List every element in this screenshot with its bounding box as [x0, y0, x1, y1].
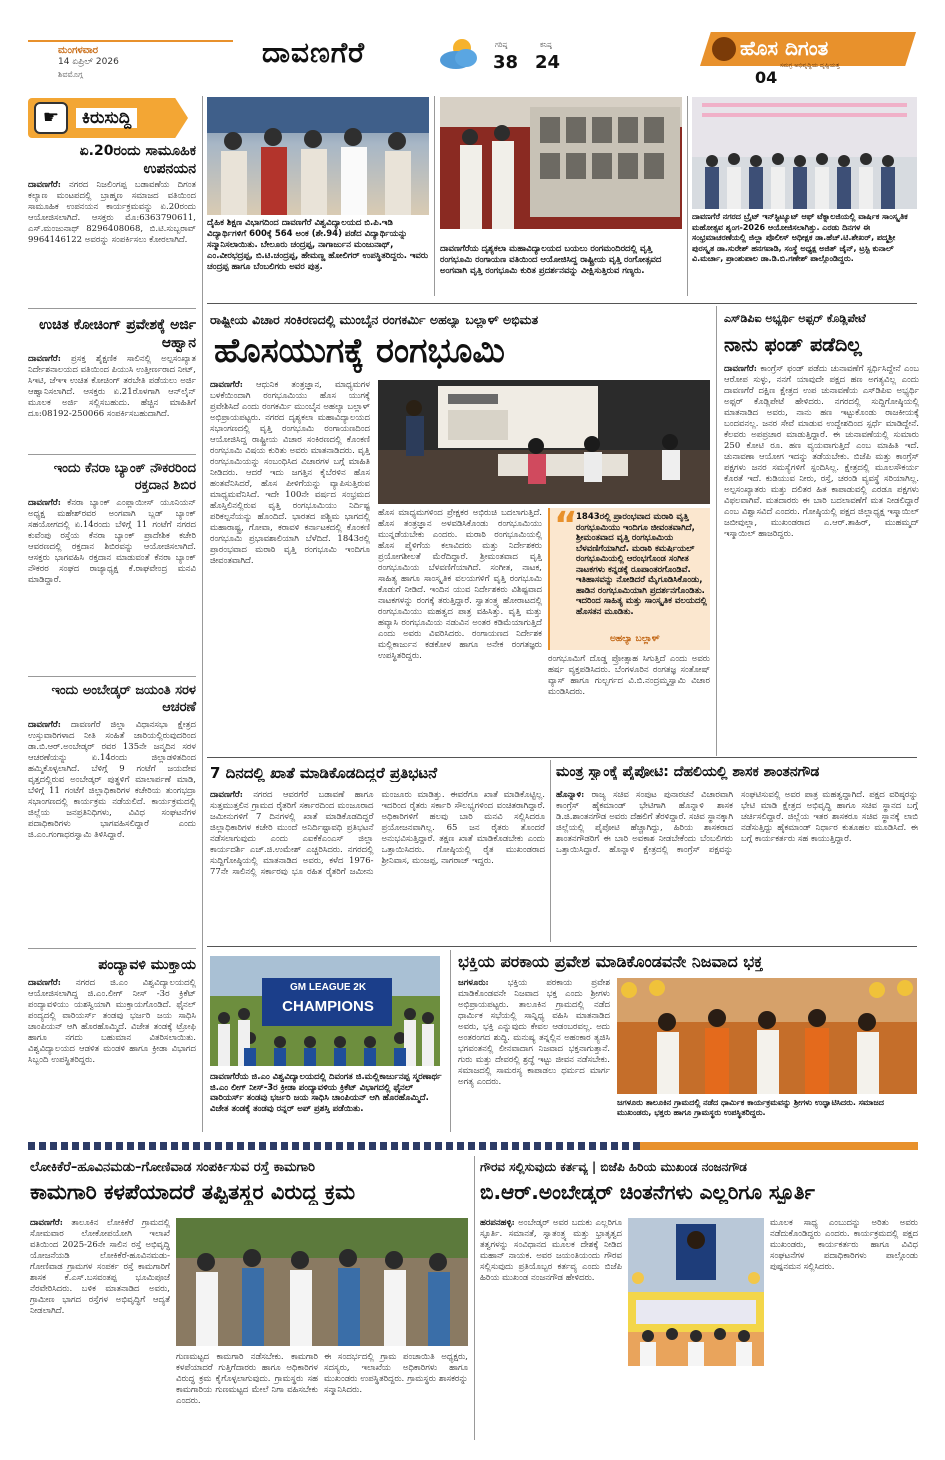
brief-body: ದಾವಣಗೆರೆ: ಕೆನರಾ ಬ್ಯಾಂಕ್ ಎಂಪ್ಲಾಯೀಸ್ ಯೂನಿಯನ್ ಅಧ್ಯಕ್ಷ ಮಹೇಶ್‌ರವರ ಅಂಗವಾಗಿ ಬ್ಲಡ್ ಬ್ಯಾಂಕ್ ಸಹಯೋಗದಲ್ಲಿ ಏ.14ರಂದು ಬೆಳಿಗ್ಗೆ 11 ಗಂಟೆಗೆ ನಗರದ ಕುವೆಂಪು ರಸ್ತೆಯ ಕೆನರಾ ಬ್ಯಾಂಕ್ ಪ್ರಾದೇಶಿಕ ಕಚೇರಿ ಆವರಣದಲ್ಲಿ ರಕ್ತದಾನ ಶಿಬಿರವನ್ನು ಆಯೋಜಿಸಲಾಗಿದೆ. ಆಸಕ್ತರು ಭಾಗವಹಿಸಿ ರಕ್ತದಾನ ಮಾಡುವಂತೆ ಕೆನರಾ ಬ್ಯಾಂಕ್ ನೌಕರರ ಸಂಘದ ರಾಜ್ಯಾಧ್ಯಕ್ಷ ಕೆ.ರಾಘವೇಂದ್ರ ಮನವಿ ಮಾಡಿದ್ದಾರೆ.: [28, 498, 196, 585]
brief-title: ಪಂದ್ಯಾವಳಿ ಮುಕ್ತಾಯ: [98, 957, 196, 973]
photo-seminar: [378, 380, 710, 504]
brief-title: ಇಂದು ಕೆನರಾ ಬ್ಯಾಂಕ್ ನೌಕರರಿಂದ ರಕ್ತದಾನ ಶಿಬಿರ: [53, 461, 196, 493]
max-temp-label: ಗರಿಷ್ಠ: [495, 41, 508, 49]
brief-body: ದಾವಣಗೆರೆ: ನಗರದ ಜಿ.ಎಂ ವಿಶ್ವವಿದ್ಯಾಲಯದಲ್ಲಿ ಆಯೋಜಿಸಲಾಗಿದ್ದ ಜಿ.ಎಂ.ಲೀಗ್ ನೀಸ್ -3ರ ಕ್ರಿಕೆಟ್ ಪಂದ್ಯಾವಳಿಯು ಯಶಸ್ವಿಯಾಗಿ ಮುಕ್ತಾಯಗೊಂಡಿದೆ. ಫೈನಲ್ ಪಂದ್ಯದಲ್ಲಿ ವಾರಿಯರ್ಸ್ ತಂಡವು ಭರ್ಜರಿ ಜಯ ಸಾಧಿಸಿ ಚಾಂಪಿಯನ್ ಆಗಿ ಹೊರಹೊಮ್ಮಿದೆ. ವಿಜೇತ ತಂಡಕ್ಕೆ ಟ್ರೋಫಿ ಹಾಗೂ ನಗದು ಬಹುಮಾನ ವಿತರಿಸಲಾಯಿತು. ವಿಶ್ವವಿದ್ಯಾಲಯದ ಆಡಳಿತ ಮಂಡಳಿ ಹಾಗೂ ಕ್ರೀಡಾ ವಿಭಾಗದ ಸಿಬ್ಬಂದಿ ಉಪಸ್ಥಿತರಿದ್ದರು.: [28, 978, 196, 1065]
quote-text: 1843ರಲ್ಲಿ ಪ್ರಾರಂಭವಾದ ಮರಾಠಿ ವೃತ್ತಿ ರಂಗಭೂಮಿಯು ಇಂದಿಗೂ ಜೀವಂತವಾಗಿದೆ, ಶ್ರೀಮಂತವಾದ ವೃತ್ತಿ ರಂಗಭೂಮಿಯ ಬೆಳವಣಿಗೆಯಾಗಿದೆ. ಮರಾಠಿ ಕಮರ್ಷಿಯಲ್ ರಂಗಭೂಮಿಯಲ್ಲಿ ಆರಂಭಗೊಂಡ ಸಂಗೀತ ನಾಟಕಗಳು ಕನ್ನಡಕ್ಕೆ ರೂಪಾಂತರಗೊಂಡಿವೆ. ಇತಿಹಾಸವನ್ನು ನೋಡಿದರೆ ಮೈಗೂಡಿಸಿಕೊಂಡು, ಹಾಡಿನ ರಂಗಭೂಮಿಯಾಗಿ ಪ್ರದರ್ಶನಗೊಂಡಿತು. ಇದರಿಂದ ಸಾಹಿತ್ಯ ಮತ್ತು ಸಾಂಸ್ಕೃತಿಕ ವಲಯದಲ್ಲಿ ಹೊಸತನ ಮೂಡಿತು.: [576, 512, 707, 617]
right-kicker: ಎಸ್‌ಡಿಪಿಐ ಅಭ್ಯರ್ಥಿ ಅಫ್ಸರ್ ಕೊಡ್ಲಿಪೇಟೆ: [724, 312, 866, 325]
brief-body: ದಾವಣಗೆರೆ: ಪ್ರಸಕ್ತ ಶೈಕ್ಷಣಿಕ ಸಾಲಿನಲ್ಲಿ ಅಲ್ಪಸಂಖ್ಯಾತ ನಿರ್ದೇಶನಾಲಯದ ವತಿಯಿಂದ ಪಿಯುಸಿ ಉತ್ತೀರ್ಣರಾದ ನೀಟ್, ಸಿಇಟಿ, ಜೆಇಇ ಉಚಿತ ಕೋಚಿಂಗ್ ತರಬೇತಿ ಪಡೆಯಲು ಅರ್ಜಿ ಆಹ್ವಾನಿಸಲಾಗಿದೆ. ಆಸಕ್ತರು ಏ.21ರೊಳಗಾಗಿ ಆನ್‌ಲೈನ್ ಮೂಲಕ ಅರ್ಜಿ ಸಲ್ಲಿಸಬಹುದು. ಹೆಚ್ಚಿನ ಮಾಹಿತಿಗೆ ದೂ:08192-250066 ಸಂಪರ್ಕಿಸಬಹುದಾಗಿದೆ.: [28, 354, 196, 419]
cricket-champions-text: CHAMPIONS: [282, 998, 374, 1015]
city-title: ದಾವಣಗೆರೆ: [262, 36, 366, 69]
brief-body: ದಾವಣಗೆರೆ: ನಗರದ ನಿಜಲಿಂಗಪ್ಪ ಬಡಾವಣೆಯ ದಿಗಂತ ಕಲ್ಯಾಣ ಮಂಟಪದಲ್ಲಿ ಬ್ರಾಹ್ಮಣ ಸಮಾಜದ ವತಿಯಿಂದ ಸಾಮೂಹಿಕ ಉಪನಯನ ಕಾರ್ಯಕ್ರಮವನ್ನು ಏ.20ರಂದು ಆಯೋಜಿಸಲಾಗಿದೆ. ಆಸಕ್ತರು ಮೊ:6363790611, ಎಸ್.ಮಂಜುನಾಥ್ 8296408068, ಬಿ.ಟಿ.ಸುಬ್ಬರಾವ್ 9964146122 ಅವರನ್ನು ಸಂಪರ್ಕಿಸಲು ಕೋರಲಾಗಿದೆ.: [28, 180, 196, 245]
lead-col2: ಹೊಸ ಮಾಧ್ಯಮಗಳಿಂದ ಪ್ರೇಕ್ಷಕರ ಅಭಿರುಚಿ ಬದಲಾಗುತ್ತಿದೆ. ಹೊಸ ತಂತ್ರಜ್ಞಾನ ಅಳವಡಿಸಿಕೊಂಡು ರಂಗಭೂಮಿಯು ಮುನ್ನಡೆಯಬೇಕು ಎಂದರು. ಮರಾಠಿ ರಂಗಭೂಮಿಯಲ್ಲಿ ಹೊಸ ಪೈಳಿಗೆಯ ಕಲಾವಿದರು ಮತ್ತು ನಿರ್ದೇಶಕರು ಪ್ರಯೋಗಶೀಲತೆ ಮೆರೆದಿದ್ದಾರೆ. ಶ್ರೀಮಂತವಾದ ವೃತ್ತಿ ರಂಗಭೂಮಿಯ ಬೆಳವಣಿಗೆಯಾಗಿದೆ. ಸಂಗೀತ, ನಾಟಕ, ಸಾಹಿತ್ಯ ಹಾಗೂ ಸಾಂಸ್ಕೃತಿಕ ವಲಯಗಳಿಗೆ ವೃತ್ತಿ ರಂಗಭೂಮಿ ಕೊಡುಗೆ ನೀಡಿದೆ. ಇಂದಿನ ಯುವ ನಿರ್ದೇಶಕರು ವಿಶಿಷ್ಟವಾದ ನಾಟಕಗಳನ್ನು ರಂಗಕ್ಕೆ ತರುತ್ತಿದ್ದಾರೆ. ಸ್ವಾತಂತ್ರ್ಯ ಹೋರಾಟದಲ್ಲಿ ರಂಗಭೂಮಿಯು ಮಹತ್ವದ ಪಾತ್ರ ವಹಿಸಿತ್ತು. ವೃತ್ತಿ ಮತ್ತು ಹವ್ಯಾಸಿ ರಂಗಭೂಮಿಯ ನಡುವಿನ ಅಂತರ ಕಡಿಮೆಯಾಗುತ್ತಿದೆ ಎಂದು ಅವರು ವಿವರಿಸಿದರು. ರಂಗಾಯಣದ ನಿರ್ದೇಶಕ ಮಲ್ಲಿಕಾರ್ಜುನ ಕಡಕೋಳ ಹಾಗೂ ಅನೇಕ ರಂಗತಜ್ಞರು ಉಪಸ್ಥಿತರಿದ್ದರು.: [378, 508, 542, 661]
bhakti-body: ಜಗಳೂರು: ಭಕ್ತಿಯ ಪರಕಾಯ ಪ್ರವೇಶ ಮಾಡಿಕೊಂಡವನೇ ನಿಜವಾದ ಭಕ್ತ ಎಂದು ಶ್ರೀಗಳು ಅಭಿಪ್ರಾಯಪಟ್ಟರು. ತಾಲೂಕಿನ ಗ್ರಾಮದಲ್ಲಿ ನಡೆದ ಧಾರ್ಮಿಕ ಸಭೆಯಲ್ಲಿ ಸಾನ್ನಿಧ್ಯ ವಹಿಸಿ ಮಾತನಾಡಿದ ಅವರು, ಭಕ್ತಿ ಎನ್ನುವುದು ಕೇವಲ ಆಡಂಬರವಲ್ಲ. ಅದು ಅಂತರಂಗದ ಶುದ್ಧಿ. ಮನುಷ್ಯ ತನ್ನಲ್ಲಿನ ಅಹಂಕಾರ ತ್ಯಜಿಸಿ ಭಗವಂತನಲ್ಲಿ ಲೀನವಾದಾಗ ನಿಜವಾದ ಭಕ್ತನಾಗುತ್ತಾನೆ. ಗುರು ಮತ್ತು ದೇವರಲ್ಲಿ ಶ್ರದ್ಧೆ ಇಟ್ಟು ಜೀವನ ನಡೆಸಬೇಕು. ಸಮಾಜದಲ್ಲಿ ಸಾಮರಸ್ಯ ಕಾಪಾಡಲು ಧರ್ಮದ ಮಾರ್ಗ ಅಗತ್ಯ ಎಂದರು.: [458, 978, 610, 1087]
weather-icon: [436, 36, 484, 72]
right-headline: ನಾನು ಫಂಡ್ ಪಡೆದಿಲ್ಲ: [724, 334, 862, 356]
brief-title: ಇಂದು ಅಂಬೇಡ್ಕರ್ ಜಯಂತಿ ಸರಳ ಆಚರಣೆ: [51, 683, 196, 715]
cricket-banner-text: GM LEAGUE 2K: [289, 982, 367, 993]
mid-right-body: ಹೊನ್ನಾಳಿ: ರಾಜ್ಯ ಸಚಿವ ಸಂಪುಟ ಪುನಾರಚನೆ ವಿಚಾರವಾಗಿ ಕಾಂಗ್ರೆಸ್ ಹೈಕಮಾಂಡ್ ಭೇಟಿಗಾಗಿ ಹೊನ್ನಾಳಿ ಶಾಸಕ ಡಿ.ಜಿ.ಶಾಂತನಗೌಡ ಅವರು ದೆಹಲಿಗೆ ತೆರಳಿದ್ದಾರೆ. ಸಚಿವ ಸ್ಥಾನಕ್ಕಾಗಿ ಜಿಲ್ಲೆಯಲ್ಲಿ ಪೈಪೋಟಿ ಹೆಚ್ಚಾಗಿದ್ದು, ಹಿರಿಯ ಶಾಸಕರಾದ ಶಾಂತನಗೌಡರಿಗೆ ಈ ಬಾರಿ ಅವಕಾಶ ನೀಡಬೇಕೆಂದು ಬೆಂಬಲಿಗರು ಒತ್ತಾಯಿಸಿದ್ದಾರೆ. ಹೊನ್ನಾಳಿ ಕ್ಷೇತ್ರದಲ್ಲಿ ಕಾಂಗ್ರೆಸ್ ಪಕ್ಷವನ್ನು ಸಂಘಟಿಸುವಲ್ಲಿ ಅವರ ಪಾತ್ರ ಮಹತ್ವದ್ದಾಗಿದೆ. ಪಕ್ಷದ ವರಿಷ್ಠರನ್ನು ಭೇಟಿ ಮಾಡಿ ಕ್ಷೇತ್ರದ ಅಭಿವೃದ್ಧಿ ಹಾಗೂ ಸಚಿವ ಸ್ಥಾನದ ಬಗ್ಗೆ ಚರ್ಚಿಸಲಿದ್ದಾರೆ. ಜಿಲ್ಲೆಯ ಇತರ ಶಾಸಕರೂ ಸಚಿವ ಸ್ಥಾನಕ್ಕೆ ಲಾಬಿ ನಡೆಸುತ್ತಿದ್ದು ಹೈಕಮಾಂಡ್ ನಿರ್ಧಾರ ಕುತೂಹಲ ಮೂಡಿಸಿದೆ. ಈ ಬಗ್ಗೆ ಕಾರ್ಯಕರ್ತರು ಸಹ ಕಾಯುತ್ತಿದ್ದಾರೆ.: [556, 790, 918, 855]
photo-exhibition: [440, 97, 682, 229]
right-body: ದಾವಣಗೆರೆ: ಕಾಂಗ್ರೆಸ್ ಫಂಡ್ ಪಡೆದು ಚುನಾವಣೆಗೆ ಸ್ಪರ್ಧಿಸಿದ್ದೇನೆ ಎಂಬ ಆರೋಪ ಸುಳ್ಳು, ನನಗೆ ಯಾವುದೇ ಪಕ್ಷದ ಹಣ ಅಗತ್ಯವಿಲ್ಲ ಎಂದು ದಾವಣಗೆರೆ ದಕ್ಷಿಣ ಕ್ಷೇತ್ರದ ಉಪ ಚುನಾವಣೆಯ ಎಸ್‌ಡಿಪಿಐ ಅಭ್ಯರ್ಥಿ ಅಫ್ಸರ್ ಕೊಡ್ಲಿಪೇಟೆ ಹೇಳಿದರು. ನಗರದಲ್ಲಿ ಸುದ್ದಿಗೋಷ್ಠಿಯಲ್ಲಿ ಮಾತನಾಡಿದ ಅವರು, ನಾನು ಹಣ ಇಟ್ಟುಕೊಂಡು ರಾಜಕೀಯಕ್ಕೆ ಬಂದವನಲ್ಲ. ಜನರ ಸೇವೆ ಮಾಡುವ ಉದ್ದೇಶದಿಂದ ಸ್ಪರ್ಧೆ ಮಾಡಿದ್ದೇನೆ. ಕೆಲವರು ಅಪಪ್ರಚಾರ ಮಾಡುತ್ತಿದ್ದಾರೆ. ಈ ಚುನಾವಣೆಯಲ್ಲಿ ಸುಮಾರು 250 ಕೋಟಿ ರೂ. ಹಣ ವ್ಯಯವಾಗುತ್ತಿದೆ ಎಂಬ ಮಾಹಿತಿ ಇದೆ. ಚುನಾವಣಾ ಆಯೋಗ ಇದನ್ನು ತಡೆಯಬೇಕು. ಬಿಜೆಪಿ ಮತ್ತು ಕಾಂಗ್ರೆಸ್ ಪಕ್ಷಗಳು ಜನರ ಸಮಸ್ಯೆಗಳಿಗೆ ಸ್ಪಂದಿಸಿಲ್ಲ. ಕ್ಷೇತ್ರದಲ್ಲಿ ಮೂಲಸೌಕರ್ಯ ಕೊರತೆ ಇದೆ. ಕುಡಿಯುವ ನೀರು, ರಸ್ತೆ, ಚರಂಡಿ ವ್ಯವಸ್ಥೆ ಸರಿಯಾಗಿಲ್ಲ. ಅಲ್ಪಸಂಖ್ಯಾತರು ಮತ್ತು ದಲಿತರ ಹಿತ ಕಾಪಾಡುವಲ್ಲಿ ಎರಡೂ ಪಕ್ಷಗಳು ವಿಫಲವಾಗಿವೆ. ಮತದಾರರು ಈ ಬಾರಿ ಬದಲಾವಣೆಗೆ ಮತ ನೀಡಲಿದ್ದಾರೆ ಎಂಬ ವಿಶ್ವಾಸವಿದೆ ಎಂದರು. ಗೋಷ್ಠಿಯಲ್ಲಿ ಪಕ್ಷದ ಜಿಲ್ಲಾಧ್ಯಕ್ಷ ಇಸ್ಮಾಯಿಲ್ ಜಬೀವುಲ್ಲಾ, ಮುಖಂಡರಾದ ಎ.ಆರ್.ತಾಹಿರ್, ಮುಹಮ್ಮದ್ ಇಸ್ಮಾಯಿಲ್ ಹಾಜರಿದ್ದರು.: [724, 364, 919, 539]
mid-left-headline: 7 ದಿನದಲ್ಲಿ ಖಾತೆ ಮಾಡಿಕೊಡದಿದ್ದರೆ ಪ್ರತಿಭಟನೆ: [210, 764, 438, 782]
bottom-left-col2: ಗುಣಮಟ್ಟದ ಕಾಮಗಾರಿ ನಡೆಸಬೇಕು. ಕಾಮಗಾರಿ ಕಳಪೆಯಾದರೆ ಗುತ್ತಿಗೆದಾರರು ಹಾಗೂ ಅಧಿಕಾರಿಗಳ ವಿರುದ್ಧ ಕ್ರಮ ಕೈಗೊಳ್ಳಲಾಗುವುದು. ಗ್ರಾಮಸ್ಥರು ಸಹ ಕಾಮಗಾರಿಯ ಗುಣಮಟ್ಟದ ಮೇಲೆ ನಿಗಾ ವಹಿಸಬೇಕು ಎಂದರು.: [176, 1352, 318, 1406]
bottom-left-col3: ಈ ಸಂದರ್ಭದಲ್ಲಿ ಗ್ರಾಮ ಪಂಚಾಯಿತಿ ಅಧ್ಯಕ್ಷರು, ಸದಸ್ಯರು, ಇಲಾಖೆಯ ಅಧಿಕಾರಿಗಳು ಹಾಗೂ ಮುಖಂಡರು ಉಪಸ್ಥಿತರಿದ್ದರು. ಗ್ರಾಮಸ್ಥರು ಶಾಸಕರನ್ನು ಸನ್ಮಾನಿಸಿದರು.: [324, 1352, 468, 1395]
mid-right-headline: ಮಂತ್ರ ಸ್ವಾಂಕ್ಕೆ ಪೈಪೋಟಿ: ದೆಹಲಿಯಲ್ಲಿ ಶಾಸಕ ಶಾಂತನಗೌಡ: [556, 764, 820, 780]
bottom-right-col1: ಹರಪನಹಳ್ಳಿ: ಅಂಬೇಡ್ಕರ್ ಅವರ ಬದುಕು ಎಲ್ಲರಿಗೂ ಸ್ಫೂರ್ತಿ. ಸಮಾನತೆ, ಸ್ವಾತಂತ್ರ್ಯ ಮತ್ತು ಭ್ರಾತೃತ್ವದ ತತ್ವಗಳನ್ನು ಸಂವಿಧಾನದ ಮೂಲಕ ದೇಶಕ್ಕೆ ನೀಡಿದ ಮಹಾನ್ ನಾಯಕ. ಅವರ ಜಯಂತಿಯಂದು ಗೌರವ ಸಲ್ಲಿಸುವುದು ಪ್ರತಿಯೊಬ್ಬರ ಕರ್ತವ್ಯ ಎಂದು ಬಿಜೆಪಿ ಹಿರಿಯ ಮುಖಂಡ ನಂಜನಗೌಡ ಹೇಳಿದರು.: [480, 1218, 622, 1283]
photo-cricket: [210, 956, 440, 1066]
brief-section-title: ಕಿರುಸುದ್ದಿ: [76, 108, 137, 128]
masthead: [0, 0, 945, 92]
photo-felicitation: [207, 97, 429, 215]
photo-college-fest: [692, 97, 917, 209]
min-temp: 24: [535, 52, 561, 73]
bottom-right-headline: ಬಿ.ಆರ್.ಅಂಬೇಡ್ಕರ್ ಚಿಂತನೆಗಳು ಎಲ್ಲರಿಗೂ ಸ್ಫೂರ್ತಿ: [480, 1180, 815, 1204]
brief-title: ಉಚಿತ ಕೋಚಿಂಗ್ ಪ್ರವೇಶಕ್ಕೆ ಅರ್ಜಿ ಆಹ್ವಾನ: [39, 317, 196, 351]
photo-caption: ದಾವಣಗೆರೆಯ ದೃಶ್ಯಕಲಾ ಮಹಾವಿದ್ಯಾಲಯದ ಬಯಲು ರಂಗಮಂದಿರದಲ್ಲಿ ವೃತ್ತಿ ರಂಗಭೂಮಿ ರಂಗಾಯಣ ವತಿಯಿಂದ ಆಯೋಜಿಸಿದ್ದ ರಾಷ್ಟ್ರೀಯ ವೃತ್ತಿ ರಂಗೋತ್ಸವದ ಅಂಗವಾಗಿ ವೃತ್ತಿ ರಂಗಭೂಮಿ ಕುರಿತ ಪ್ರದರ್ಶನವನ್ನು ವೀಕ್ಷಿಸುತ್ತಿರುವ ಗಣ್ಯರು.: [440, 244, 662, 276]
lead-col1: ದಾವಣಗೆರೆ: ಆಧುನಿಕ ತಂತ್ರಜ್ಞಾನ, ಮಾಧ್ಯಮಗಳ ಬಳಕೆಯಿಂದಾಗಿ ರಂಗಭೂಮಿಯು ಹೊಸ ಯುಗಕ್ಕೆ ಪ್ರವೇಶಿಸಿದೆ ಎಂದು ರಂಗಕರ್ಮಿ ಮುಂಬೈನ ಅಹಲ್ಯಾ ಬಲ್ಲಾಳ್ ಅಭಿಪ್ರಾಯಪಟ್ಟರು. ನಗರದ ದೃಶ್ಯಕಲಾ ಮಹಾವಿದ್ಯಾಲಯದ ಸಭಾಂಗಣದಲ್ಲಿ ವೃತ್ತಿ ರಂಗಭೂಮಿ ರಂಗಾಯಣದಿಂದ ಆಯೋಜಿಸಿದ್ದ ರಾಷ್ಟ್ರೀಯ ವಿಚಾರ ಸಂಕಿರಣದಲ್ಲಿ ಕೊಂಕಣಿ ರಂಗಭೂಮಿ ವಿಷಯ ಕುರಿತು ಅವರು ಮಾತನಾಡಿದರು. ವೃತ್ತಿ ರಂಗಭೂಮಿಯನ್ನು ಸಂಬಂಧಿಸಿದ ವಿಚಾರಗಳ ಬಗ್ಗೆ ಮಾಹಿತಿ ನೀಡಿದರು. ಆದರೆ ಇದು ಜಗತ್ತಿನ ಕೈಬೆರಳಿನ ಹೊಸ ಹಂತವೆನಿಸಿದರೆ, ಹೊಸ ಪೀಳಿಗೆಯನ್ನು ವ್ಯಾಪಿಸುತ್ತಿರುವ ಮಾಧ್ಯಮವೆನಿಸಿದೆ. ಇದೇ 100ನೇ ವರ್ಷದ ಸಂಭ್ರಮದ ಹೊಸ್ತಿಲಿನಲ್ಲಿರುವ ವೃತ್ತಿ ರಂಗಭೂಮಿಯು ನಿರ್ದಿಷ್ಟ ಪರಿಕಲ್ಪನೆಯನ್ನು ಹೊಂದಿದೆ. ಭಾರತದ ಪಶ್ಚಿಮ ಭಾಗದಲ್ಲಿ ಮಹಾರಾಷ್ಟ್ರ, ಗೋವಾ, ಕರಾವಳಿ ಕರ್ನಾಟಕದಲ್ಲಿ ಕೊಂಕಣಿ ರಂಗಭೂಮಿ ಪ್ರಭಾವಶಾಲಿಯಾಗಿ ಬೆಳೆದಿದೆ. 1843ರಲ್ಲಿ ಪ್ರಾರಂಭವಾದ ಮರಾಠಿ ವೃತ್ತಿ ರಂಗಭೂಮಿ ಇಂದಿಗೂ ಜೀವಂತವಾಗಿದೆ.: [210, 380, 370, 566]
photo-road-work: [176, 1218, 468, 1346]
photo-caption: ದಾವಣಗೆರೆ ನಗರದ ಬ್ರೈಟ್ ಇನ್‌ಸ್ಟಿಟ್ಯೂಟ್ ಆಫ್ ಟೆಕ್ನಾಲಜಿಯಲ್ಲಿ ವಾರ್ಷಿಕ ಸಾಂಸ್ಕೃತಿಕ ಮಹೋತ್ಸವ ಶೃಂಗ-2026 ಆಯೋಜಿಸಲಾಗಿತ್ತು. ಎರಡು ದಿನಗಳ ಈ ಸಂಭ್ರಮಾಚರಣೆಯಲ್ಲಿ ಜಿಲ್ಲಾ ಪೊಲೀಸ್ ಅಧೀಕ್ಷಕ ಡಾ.ಹೆಚ್.ಟಿ.ಶೇಖರ್, ಪದ್ಮಶ್ರೀ ಪುರಸ್ಕೃತ ಡಾ.ಸುರೇಶ್ ಹನಗವಾಡಿ, ಸಂಸ್ಥೆ ಅಧ್ಯಕ್ಷ ಅಜಿತ್ ಜೈನ್, ಟ್ರಸ್ಟಿ ಕುನಾಲ್ ವಿ.ಮರ್ಚಾ, ಪ್ರಾಂಶುಪಾಲ ಡಾ.ಡಿ.ಬಿ.ಗಣೇಶ್ ಪಾಲ್ಗೊಂಡಿದ್ದರು.: [692, 212, 908, 263]
cricket-caption: ದಾವಣಗೆರೆಯ ಜಿ.ಎಂ ವಿಶ್ವವಿದ್ಯಾಲಯದಲ್ಲಿ ದಿವಂಗತ ಜಿ.ಮಲ್ಲಿಕಾರ್ಜುನಪ್ಪ ಸ್ಮರಣಾರ್ಥ ಜಿ.ಎಂ ಲೀಗ್ ನೀಸ್-3ರ ಕ್ರೀಡಾ ಪಂದ್ಯಾವಳಿಯ ಕ್ರಿಕೆಟ್ ವಿಭಾಗದಲ್ಲಿ ಫೈನಲ್ ವಾರಿಯರ್ಸ್ ತಂಡವು ಭರ್ಜರಿ ಜಯ ಸಾಧಿಸಿ ಚಾಂಪಿಯನ್ ಆಗಿ ಹೊರಹೊಮ್ಮಿದೆ. ವಿಜೇತ ತಂಡಕ್ಕೆ ತಂಡವು ರನ್ನರ್ ಅಪ್ ಪ್ರಶಸ್ತಿ ಪಡೆಯಿತು.: [210, 1072, 442, 1114]
day: ಮಂಗಳವಾರ: [58, 45, 99, 56]
photo-caption: ದೈಹಿಕ ಶಿಕ್ಷಣ ವಿಭಾಗದಿಂದ ದಾವಣಗೆರೆ ವಿಶ್ವವಿದ್ಯಾಲಯದ ಬಿ.ಪಿ.ಇಡಿ ವಿದ್ಯಾರ್ಥಿಗಳಿಗೆ 600ಕ್ಕೆ 564 ಅಂಕ (ಶೇ.94) ಪಡೆದ ವಿದ್ಯಾರ್ಥಿಯನ್ನು ಸನ್ಮಾನಿಸಲಾಯಿತು. ಬೇಲೂರು ಚಂದ್ರಪ್ಪ, ನಾಗಾರ್ಜುನ ಮಂಜುನಾಥ್, ಎಂ.ವೀರಭದ್ರಪ್ಪ, ಬಿ.ಟಿ.ಚಂದ್ರಪ್ಪ, ಹೇಮಣ್ಣ ಹೋಲಿಗರ್ ಉಪಸ್ಥಿತರಿದ್ದರು. ಇವರು ಚಂದ್ರಪ್ಪ ಹಾಗೂ ಬೆಂಬಲಿಗರು ಅವರ ಪುತ್ರ.: [207, 218, 429, 272]
quote-author: ಅಹಲ್ಯಾ ಬಲ್ಲಾಳ್: [610, 634, 660, 644]
bhakti-headline: ಭಕ್ತಿಯ ಪರಕಾಯ ಪ್ರವೇಶ ಮಾಡಿಕೊಂಡವನೇ ನಿಜವಾದ ಭಕ್ತ: [458, 952, 763, 971]
max-temp: 38: [493, 52, 519, 73]
supplement-tagline: ಸಮಗ್ರ ಅಭಿವೃದ್ಧಿಯ ದೃಷ್ಟಿಯತ್ತ: [780, 62, 840, 69]
min-temp-label: ಕನಿಷ್ಠ: [540, 41, 552, 49]
photo-ambedkar-tribute: [628, 1218, 764, 1366]
bottom-right-col2: ಮೂಲಕ ಸಾಧ್ಯ ಎಂಬುದನ್ನು ಅರಿತು ಅವರು ನಡೆದುಕೊಂಡಿದ್ದರು ಎಂದರು. ಕಾರ್ಯಕ್ರಮದಲ್ಲಿ ಪಕ್ಷದ ಮುಖಂಡರು, ಕಾರ್ಯಕರ್ತರು ಹಾಗೂ ವಿವಿಧ ಸಂಘಟನೆಗಳ ಪದಾಧಿಕಾರಿಗಳು ಪಾಲ್ಗೊಂಡು ಪುಷ್ಪನಮನ ಸಲ್ಲಿಸಿದರು.: [770, 1218, 918, 1272]
mid-left-body: ದಾವಣಗೆರೆ: ನಗರದ ಆವರಗೆರೆ ಬಡಾವಣೆ ಹಾಗೂ ಸುತ್ತಮುತ್ತಲಿನ ಗ್ರಾಮದ ರೈತರಿಗೆ ಸರ್ಕಾರದಿಂದ ಮಂಜೂರಾದ ಜಮೀನುಗಳಿಗೆ 7 ದಿನಗಳಲ್ಲಿ ಖಾತೆ ಮಾಡಿಕೊಡದಿದ್ದರೆ ಜಿಲ್ಲಾಧಿಕಾರಿಗಳ ಕಚೇರಿ ಮುಂದೆ ಅನಿರ್ದಿಷ್ಟಾವಧಿ ಪ್ರತಿಭಟನೆ ನಡೆಸಲಾಗುವುದು ಎಂದು ಎಐಕೆಕೆಎಂಎಸ್ ಜಿಲ್ಲಾ ಕಾರ್ಯದರ್ಶಿ ಎಚ್.ಜಿ.ಉಮೇಶ್ ಎಚ್ಚರಿಸಿದರು. ನಗರದಲ್ಲಿ ಸುದ್ದಿಗೋಷ್ಠಿಯಲ್ಲಿ ಮಾತನಾಡಿದ ಅವರು, ಕಳೆದ 1976-77ನೇ ಸಾಲಿನಲ್ಲಿ ಸರ್ಕಾರವು ಭೂ ರಹಿತ ರೈತರಿಗೆ ಜಮೀನು ಮಂಜೂರು ಮಾಡಿತ್ತು. ಈವರೆಗೂ ಖಾತೆ ಮಾಡಿಕೊಟ್ಟಿಲ್ಲ. ಇದರಿಂದ ರೈತರು ಸರ್ಕಾರಿ ಸೌಲಭ್ಯಗಳಿಂದ ವಂಚಿತರಾಗಿದ್ದಾರೆ. ಅಧಿಕಾರಿಗಳಿಗೆ ಹಲವು ಬಾರಿ ಮನವಿ ಸಲ್ಲಿಸಿದರೂ ಪ್ರಯೋಜನವಾಗಿಲ್ಲ. 65 ಜನ ರೈತರು ತೊಂದರೆ ಅನುಭವಿಸುತ್ತಿದ್ದಾರೆ. ತಕ್ಷಣ ಖಾತೆ ಮಾಡಿಕೊಡಬೇಕು ಎಂದು ಒತ್ತಾಯಿಸಿದರು. ಗೋಷ್ಠಿಯಲ್ಲಿ ರೈತ ಮುಖಂಡರಾದ ಶ್ರೀನಿವಾಸ, ಮಂಜಪ್ಪ, ನಾಗರಾಜ್ ಇದ್ದರು.: [210, 790, 545, 877]
brief-title: ಏ.20ರಂದು ಸಾಮೂಹಿಕ ಉಪನಯನ: [79, 143, 196, 177]
brief-body: ದಾವಣಗೆರೆ: ದಾವಣಗೆರೆ ಜಿಲ್ಲಾ ವಿಧಾನಸಭಾ ಕ್ಷೇತ್ರದ ಉಸ್ತುವಾರಿಗಳಾದ ನೀತಿ ಸಂಹಿತೆ ಜಾರಿಯಲ್ಲಿರುವುದರಿಂದ ಡಾ.ಬಿ.ಆರ್.ಅಂಬೇಡ್ಕರ್ ರವರ 135ನೇ ಜನ್ಮದಿನ ಸರಳ ಆಚರಣೆಯನ್ನು ಏ.14ರಂದು ಜಿಲ್ಲಾಡಳಿತದಿಂದ ಹಮ್ಮಿಕೊಳ್ಳಲಾಗಿದೆ. ಬೆಳಿಗ್ಗೆ 9 ಗಂಟೆಗೆ ಜಯದೇವ ವೃತ್ತದಲ್ಲಿರುವ ಅಂಬೇಡ್ಕರ್ ಪುತ್ಥಳಿಗೆ ಮಾಲಾರ್ಪಣೆ ಮಾಡಿ, ಬೆಳಿಗ್ಗೆ 11 ಗಂಟೆಗೆ ಜಿಲ್ಲಾಧಿಕಾರಿಗಳ ಕಚೇರಿಯ ತುಂಗಭದ್ರಾ ಸಭಾಂಗಣದಲ್ಲಿ ಕಾರ್ಯಕ್ರಮ ನಡೆಯಲಿದೆ. ಕಾರ್ಯಕ್ರಮದಲ್ಲಿ ಜಿಲ್ಲೆಯ ಜನಪ್ರತಿನಿಧಿಗಳು, ವಿವಿಧ ಸಂಘಟನೆಗಳ ಪದಾಧಿಕಾರಿಗಳು ಭಾಗವಹಿಸಲಿದ್ದಾರೆ ಎಂದು ಜಿ.ಎಂ.ಗಂಗಾಧರಸ್ವಾಮಿ ತಿಳಿಸಿದ್ದಾರೆ.: [28, 720, 196, 840]
quote-mark-icon: “: [554, 505, 578, 546]
sun-logo-icon: [712, 37, 736, 61]
quote-box: [548, 505, 710, 650]
brief-section: [28, 98, 198, 1065]
bottom-left-kicker: ಲೋಕಿಕೆರೆ–ಹೂವಿನಮಡು–ಗೋಣಿವಾಡ ಸಂಪರ್ಕಿಸುವ ರಸ್ತೆ ಕಾಮಗಾರಿ: [30, 1160, 316, 1175]
edition: ಶಿವಮೊಗ್ಗ: [58, 70, 83, 79]
bottom-left-col1: ದಾವಣಗೆರೆ: ತಾಲೂಕಿನ ಲೋಕಿಕೆರೆ ಗ್ರಾಮದಲ್ಲಿ ಸೋಮವಾರ ಲೋಕೋಪಯೋಗಿ ಇಲಾಖೆ ವತಿಯಿಂದ 2025-26ನೇ ಸಾಲಿನ ರಸ್ತೆ ಅಭಿವೃದ್ಧಿ ಯೋಜನೆಯಡಿ ಲೋಕಿಕೆರೆ-ಹೂವಿನಮಡು-ಗೋಣಿವಾಡ ಗ್ರಾಮಗಳ ಸಂಪರ್ಕ ರಸ್ತೆ ಕಾಮಗಾರಿಗೆ ಶಾಸಕ ಕೆ.ಎಸ್.ಬಸವಂತಪ್ಪ ಭೂಮಿಪೂಜೆ ನೆರವೇರಿಸಿದರು. ಬಳಿಕ ಮಾತನಾಡಿದ ಅವರು, ಗ್ರಾಮೀಣ ಭಾಗದ ರಸ್ತೆಗಳ ಅಭಿವೃದ್ಧಿಗೆ ಆದ್ಯತೆ ನೀಡಲಾಗಿದೆ.: [30, 1218, 170, 1316]
lead-headline: ಹೊಸಯುಗಕ್ಕೆ ರಂಗಭೂಮಿ: [214, 331, 505, 371]
bottom-right-kicker: ಗೌರವ ಸಲ್ಲಿಸುವುದು ಕರ್ತವ್ಯ | ಬಿಜೆಪಿ ಹಿರಿಯ ಮುಖಂಡ ನಂಜನಗೌಡ: [480, 1160, 747, 1174]
pointing-hand-icon: ☛: [34, 102, 68, 134]
bhakti-caption: ಜಗಳೂರು ತಾಲೂಕಿನ ಗ್ರಾಮದಲ್ಲಿ ನಡೆದ ಧಾರ್ಮಿಕ ಕಾರ್ಯಕ್ರಮವನ್ನು ಶ್ರೀಗಳು ಉದ್ಘಾಟಿಸಿದರು. ಸಮಾಜದ ಮುಖಂಡರು, ಭಕ್ತರು ಹಾಗೂ ಗ್ರಾಮಸ್ಥರು ಉಪಸ್ಥಿತರಿದ್ದರು.: [617, 1098, 884, 1117]
bottom-left-headline: ಕಾಮಗಾರಿ ಕಳಪೆಯಾದರೆ ತಪ್ಪಿತಸ್ಥರ ವಿರುದ್ಧ ಕ್ರಮ: [30, 1180, 356, 1204]
page-number: 04: [755, 68, 778, 87]
date: 14 ಏಪ್ರಿಲ್ 2026: [58, 57, 119, 67]
masthead-date-box: [28, 40, 233, 79]
lead-col3: ರಂಗಭೂಮಿಗೆ ದೊಡ್ಡ ಪ್ರೋತ್ಸಾಹ ಸಿಗುತ್ತಿದೆ ಎಂದು ಅವರು ಹರ್ಷ ವ್ಯಕ್ತಪಡಿಸಿದರು. ಬೆಂಗಳೂರಿನ ರಂಗತಜ್ಞ ಸಂತೋಷ್ ವ್ಯಾಸ್ ಹಾಗೂ ಗುಲ್ಬರ್ಗದ ವಿ.ಬಿ.ನಂದ್ರಮ್ಮಸ್ವಾಮಿ ವಿಚಾರ ಮಂಡಿಸಿದರು.: [548, 654, 710, 697]
photo-religious-event: [617, 978, 917, 1094]
supplement-title: ಹೊಸ ದಿಗಂತ: [740, 36, 829, 60]
lead-kicker: ರಾಷ್ಟ್ರೀಯ ವಿಚಾರ ಸಂಕಿರಣದಲ್ಲಿ ಮುಂಬೈನ ರಂಗಕರ್ಮಿ ಅಹಲ್ಯಾ ಬಲ್ಲಾಳ್ ಅಭಿಮತ: [210, 312, 539, 327]
